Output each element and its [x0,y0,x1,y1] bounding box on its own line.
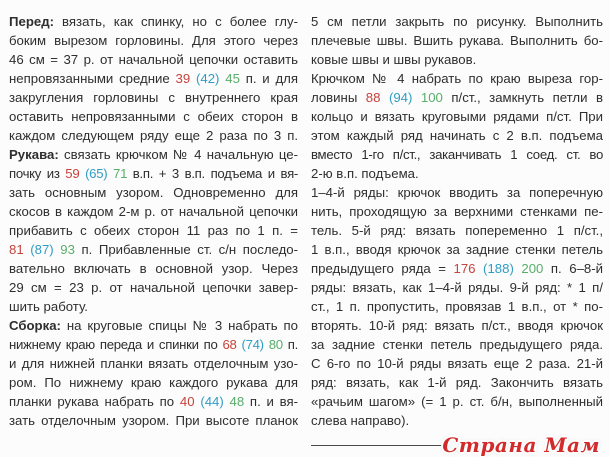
text-line [9,12,298,31]
text-line [9,373,298,392]
text-line [311,107,603,126]
text-line [311,278,603,297]
text-run: шить работу. [9,299,88,314]
count-size-2: (65) [85,166,108,181]
text-line [9,50,298,69]
text-run: вторять. 10-й ряд: вязать п/ст., вводя крючок [311,318,603,333]
count-size-3: 80 [268,337,283,352]
text-run: прибавить с обеих сторон 11 раз по 1 п. = [9,223,298,238]
text-run: слева направо). [311,413,410,428]
text-run: оставить непровязанными с обеих сторон в [9,109,298,124]
text-run: 5 см петли закрыть по рисунку. Выполнить [311,14,603,29]
text-run: нить, проходящую за верхними стенками пе- [311,204,603,219]
text-run: предыдущего ряда = [311,261,454,276]
text-line [9,164,298,183]
text-run: ряды: вязать, как 1–4-й ряды. 9-й ряд: * 1 п/ [311,280,603,295]
text-line [9,316,298,335]
text-line [311,316,603,335]
count-size-1: 88 [365,90,381,105]
text-run: непровязанными средние [9,71,176,86]
count-size-3: 100 [420,90,443,105]
count-size-3: 48 [229,394,245,409]
text-line [311,240,603,259]
text-line [9,145,298,164]
paragraph-heading: Сборка: [9,318,61,333]
text-line [9,221,298,240]
count-size-2: (42) [196,71,220,86]
count-size-2: (74) [241,337,264,352]
text-run: п. 6–8-й [543,261,603,276]
text-line [311,145,603,164]
text-line [9,278,298,297]
text-run: на круговые спицы № 3 набрать по [60,318,298,333]
text-line [311,69,603,88]
text-run: нижнему краю переда и спинки по [9,337,223,352]
text-run: этом каждый ряд начинать с 2 в.п. подъема [311,128,603,143]
text-line [311,12,603,31]
text-run [412,90,420,105]
text-run: ст., 1 п. пропустить, провязав 1 в.п., от * по- [311,299,603,314]
watermark-row [311,433,603,457]
text-run: ряд: вязать, как 1-й ряд. Закончить вязать [311,375,603,390]
text-run: закругления горловины с внутреннего края [9,90,298,105]
text-line [9,240,298,259]
text-line [9,411,298,430]
text-run: вательно включать в основной узор. Через [9,261,298,276]
text-run: п. и для [239,71,298,86]
text-column-left [9,12,298,430]
text-run: 29 см = 23 р. от начальной цепочки завер- [9,280,298,295]
count-size-2: (94) [388,90,413,105]
text-line [9,31,298,50]
count-size-2: (87) [30,242,54,257]
text-line [311,373,603,392]
text-line [311,259,603,278]
text-line [311,183,603,202]
text-line [311,88,603,107]
text-line [9,354,298,373]
text-run: зать основным узором. Одновременно для [9,185,298,200]
text-lines-right [311,12,603,430]
text-line [311,335,603,354]
text-line [311,392,603,411]
text-line [9,126,298,145]
divider-line [311,445,442,446]
text-run: п/ст., замкнуть петли в [442,90,603,105]
count-size-1: 176 [453,261,476,276]
text-line [311,221,603,240]
paragraph-heading: Перед: [9,14,54,29]
text-run: 46 см = 37 р. от начальной цепочки оставить [9,52,298,67]
text-run: скосов в каждом 2-м р. от начальной цепочки [9,204,298,219]
text-line [9,202,298,221]
text-run: «рачьим шагом» (= 1 р. ст. б/н, выполненный [311,394,603,409]
text-line [311,202,603,221]
text-run: боким вырезом горловины. Для этого через [9,33,298,48]
count-size-1: 59 [65,166,80,181]
text-line [311,126,603,145]
paragraph-heading: Рукава: [9,147,59,162]
text-run: 1 в.п., вводя крючок за задние стенки петель [311,242,603,257]
text-run: ром. По нижнему краю каждого рукава для [9,375,298,390]
text-run: кольцо и вязать круговыми рядами п/ст. При [311,109,603,124]
text-run: ковые швы и швы рукавов. [311,52,477,67]
text-line [9,107,298,126]
text-line [9,259,298,278]
count-size-2: (44) [200,394,224,409]
text-run: тель. 5-й ряд: вязать попеременно 1 п/ст., [311,223,603,238]
text-run: планки рукава набрать по [9,394,180,409]
text-run: 2-ю в.п. подъема. [311,166,419,181]
count-size-3: 45 [225,71,240,86]
count-size-1: 68 [222,337,237,352]
count-size-3: 93 [60,242,75,257]
text-run: каждом следующем ряду еще 2 раза по 3 п. [9,128,298,143]
text-line [311,354,603,373]
count-size-1: 40 [179,394,195,409]
text-run: зать отделочным узором. При высоте планок [9,413,298,428]
text-run: п. и вя- [244,394,298,409]
count-size-3: 71 [113,166,128,181]
text-line [311,31,603,50]
text-run: п. Прибавленные ст. с/н последо- [74,242,298,257]
text-run: Крючком № 4 набрать по краю выреза гор- [311,71,603,86]
text-run: плечевые швы. Вшить рукава. Выполнить бо- [311,33,603,48]
text-line [311,411,603,430]
watermark-strana-mam: Страна Мам [442,433,600,457]
text-run: и для нижней планки вязать отделочным узо- [9,356,298,371]
count-size-1: 39 [175,71,191,86]
text-run: п. [282,337,298,352]
text-line [9,69,298,88]
text-run: связать крючком № 4 начальную це- [58,147,298,162]
count-size-1: 81 [9,242,24,257]
text-line [9,183,298,202]
text-run: 1–4-й ряды: крючок вводить за поперечную [311,185,603,200]
count-size-2: (188) [483,261,514,276]
text-run: С 6-го по 10-й ряды вязать еще 2 раза. 21-й [311,356,603,371]
text-run: почку из [9,166,66,181]
text-line [9,392,298,411]
text-line [311,297,603,316]
text-lines-left [9,12,298,430]
text-run: ловины [311,90,366,105]
text-run [476,261,484,276]
text-line [9,88,298,107]
text-line [9,297,298,316]
text-run: вязать, как спинку, но с более глу- [53,14,298,29]
text-line [311,50,603,69]
count-size-3: 200 [521,261,544,276]
text-line [311,164,603,183]
text-column-right [311,12,603,457]
text-run: в.п. + 3 в.п. подъема и вя- [127,166,298,181]
text-run: за задние стенки петель предыдущего ряда. [311,337,603,352]
text-run [380,90,388,105]
text-line [9,335,298,354]
text-run: вместо 1-го п/ст., заканчивать 1 соед. ст. во [311,147,603,162]
